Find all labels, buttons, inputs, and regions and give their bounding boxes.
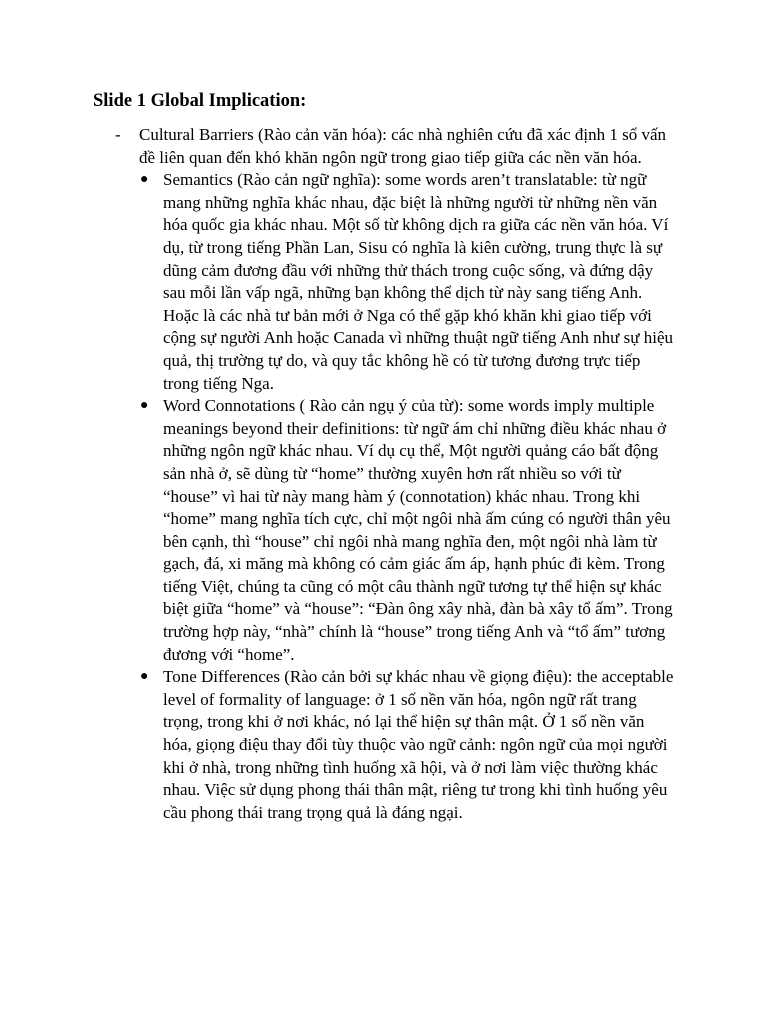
cultural-barriers-text: Cultural Barriers (Rào cản văn hóa): các nhà nghiên cứu đã xác định 1 số vấn đề liên quan đến khó khăn ngôn ngữ trong giao tiếp giữa các nền văn hóa. <box>139 125 667 167</box>
tone-differences-text: Tone Differences (Rào cản bởi sự khác nhau về giọng điệu): the acceptable level of formality of language: ở 1 số nền văn hóa, ngôn ngữ rất trang trọng, trong khi ở nơi khác, nó lại thể hiện sự thân mật. Ở 1 số nền văn hóa, giọng điệu thay đổi tùy thuộc vào ngữ cảnh: ngôn ngữ của mọi người khi ở nhà, trong những tình huống xã hội, và ở nơi làm việc thường khác nhau. Việc sử dụng phong thái thân mật, riêng tư trong khi tình huống yêu cầu phong thái trang trọng quả là đáng ngại. <box>163 667 674 822</box>
bullet-icon: ● <box>140 398 149 414</box>
word-connotations-text: Word Connotations ( Rào cản ngụ ý của từ): some words imply multiple meanings beyond their definitions: từ ngữ ám chỉ những điều khác nhau ở những ngôn ngữ khác nhau. Ví dụ cụ thể, Một người quảng cáo bất động sản nhà ở, sẽ dùng từ “home” thường xuyên hơn rất nhiều so với từ “house” vì hai từ này mang hàm ý (connotation) khác nhau. Trong khi “home” mang nghĩa tích cực, chỉ một ngôi nhà ấm cúng có người thân yêu bên cạnh, thì “house” chỉ ngôi nhà mang nghĩa đen, một ngôi nhà làm từ gạch, đá, xi măng mà không có cảm giác ấm áp, hạnh phúc đi kèm. Trong tiếng Việt, chúng ta cũng có một câu thành ngữ tương tự thể hiện sự khác biệt giữa “home” và “house”: “Đàn ông xây nhà, đàn bà xây tổ ấm”. Trong trường hợp này, “nhà” chính là “house” trong tiếng Anh và “tổ ấm” tương đương với “home”. <box>163 396 673 664</box>
bullet-item-tone-differences <box>140 666 675 824</box>
list-dash-marker: - <box>115 125 121 144</box>
bullet-item-word-connotations <box>140 395 675 666</box>
semantics-text: Semantics (Rào cản ngữ nghĩa): some words aren’t translatable: từ ngữ mang những nghĩa khác nhau, đặc biệt là những người từ những nền văn hóa quốc gia khác nhau. Một số từ không dịch ra giữa các nền văn hóa. Ví dụ, từ trong tiếng Phần Lan, Sisu có nghĩa là kiên cường, trung thực là sự dũng cảm đương đầu với những thử thách trong cuộc sống, và đứng dậy sau mỗi lần vấp ngã, những bạn không thể dịch từ này sang tiếng Anh. Hoặc là các nhà tư bản mới ở Nga có thể gặp khó khăn khi giao tiếp với cộng sự người Anh hoặc Canada vì những thuật ngữ tiếng Anh như sự hiệu quả, thị trường tự do, và quy tắc không hề có từ tương đương trực tiếp trong tiếng Nga. <box>163 170 673 393</box>
bullet-icon: ● <box>140 172 149 188</box>
list-item-cultural-barriers <box>139 124 679 824</box>
bullet-item-semantics <box>140 169 675 395</box>
bullet-icon: ● <box>140 669 149 685</box>
slide-title: Slide 1 Global Implication: <box>93 91 307 111</box>
